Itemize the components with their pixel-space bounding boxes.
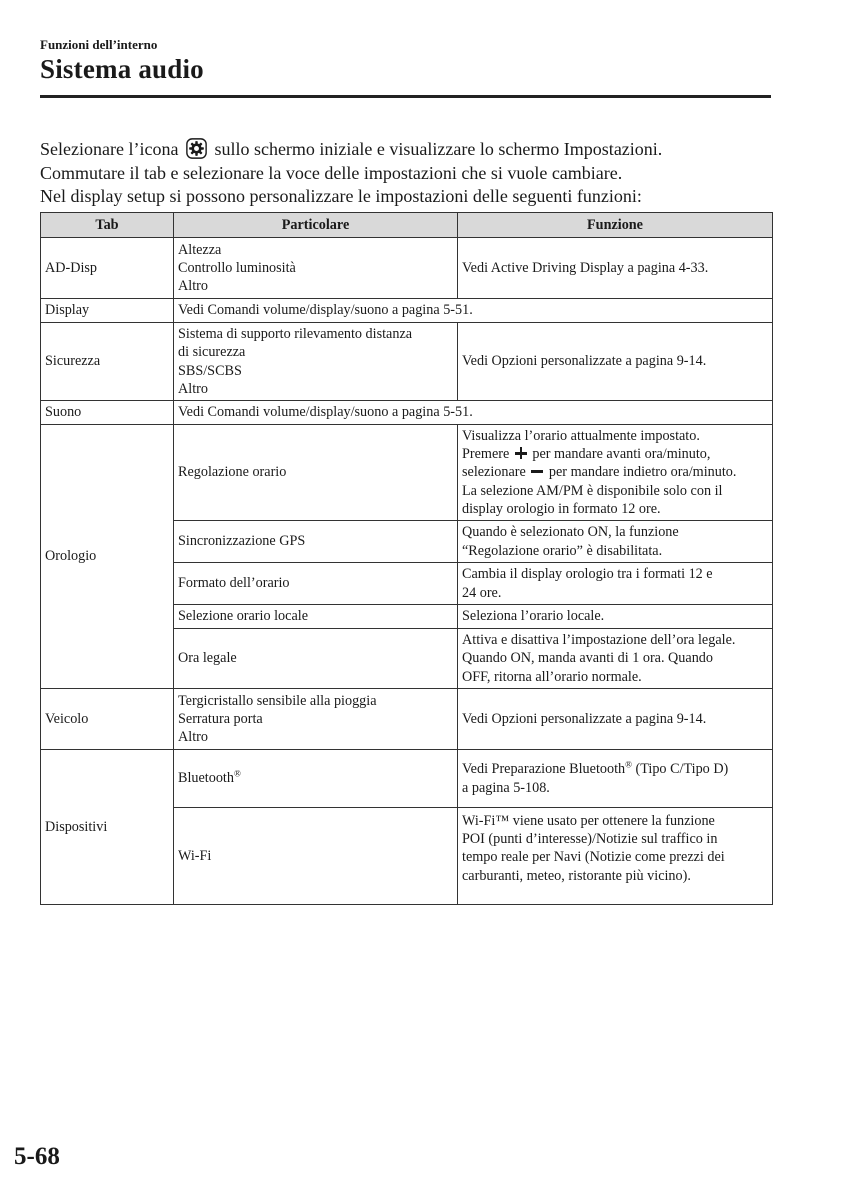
detail-cell: Sincronizzazione GPS [174, 521, 458, 563]
detail-item: Altro [178, 278, 208, 295]
function-text: (Tipo C/Tipo D) [631, 761, 729, 778]
detail-item: Altezza [178, 241, 222, 258]
detail-text: Bluetooth [178, 770, 234, 787]
column-header-detail: Particolare [174, 213, 458, 238]
function-cell: Vedi Active Driving Display a pagina 4-33. [458, 238, 773, 299]
detail-cell: Wi-Fi [174, 808, 458, 905]
function-line: La selezione AM/PM è disponibile solo con il [462, 482, 723, 499]
function-text: per mandare avanti ora/minuto, [532, 446, 711, 463]
function-line [462, 445, 768, 463]
column-header-function: Funzione [458, 213, 773, 238]
function-line: a pagina 5-108. [462, 779, 550, 796]
section-label: Funzioni dell’interno [40, 37, 158, 52]
function-text: Premere [462, 446, 510, 463]
settings-table [40, 212, 773, 905]
detail-cell [174, 323, 458, 401]
function-line: carburanti, meteo, ristorante più vicino). [462, 867, 691, 884]
table-row [41, 238, 773, 299]
function-line [462, 463, 768, 481]
settings-gear-icon [186, 138, 207, 159]
function-cell [458, 750, 773, 808]
table-header-row [41, 213, 773, 238]
table-row [41, 750, 773, 808]
function-cell [458, 521, 773, 563]
table-row [41, 689, 773, 750]
function-line: Visualizza l’orario attualmente impostato. [462, 427, 700, 444]
detail-cell: Ora legale [174, 629, 458, 689]
function-line: Attiva e disattiva l’impostazione dell’ora legale. [462, 632, 736, 649]
title-divider [40, 95, 771, 98]
function-line: Quando è selezionato ON, la funzione [462, 524, 679, 541]
table-row [41, 425, 773, 521]
detail-item: Controllo luminosità [178, 259, 296, 276]
function-line: 24 ore. [462, 584, 502, 601]
tab-cell-suono: Suono [41, 401, 174, 425]
tab-cell-orologio: Orologio [41, 425, 174, 689]
detail-cell [174, 750, 458, 808]
detail-cell: Regolazione orario [174, 425, 458, 521]
tab-cell-dispositivi: Dispositivi [41, 750, 174, 905]
merged-cell: Vedi Comandi volume/display/suono a pagina 5-51. [174, 401, 773, 425]
detail-item: Sistema di supporto rilevamento distanza [178, 326, 413, 343]
detail-item: di sicurezza [178, 344, 246, 361]
table-row [41, 299, 773, 323]
function-line: Cambia il display orologio tra i formati 12 e [462, 566, 713, 583]
function-line: OFF, ritorna all’orario normale. [462, 668, 642, 685]
function-cell [458, 808, 773, 905]
function-cell: Vedi Opzioni personalizzate a pagina 9-14. [458, 323, 773, 401]
intro-line-1 [40, 138, 780, 162]
function-line: Quando ON, manda avanti di 1 ora. Quando [462, 650, 713, 667]
tab-cell-veicolo: Veicolo [41, 689, 174, 750]
column-header-tab: Tab [41, 213, 174, 238]
function-line: “Regolazione orario” è disabilitata. [462, 542, 663, 559]
detail-cell [174, 238, 458, 299]
tab-cell-display: Display [41, 299, 174, 323]
detail-item: Tergicristallo sensibile alla pioggia [178, 692, 377, 709]
table-row [41, 323, 773, 401]
function-text: per mandare indietro ora/minuto. [548, 464, 737, 481]
function-text: selezionare [462, 464, 526, 481]
detail-item: Serratura porta [178, 710, 263, 727]
function-line [462, 760, 768, 778]
plus-icon [515, 447, 527, 459]
registered-mark: ® [625, 759, 632, 770]
page-title: Sistema audio [40, 54, 204, 84]
tab-cell-sicurezza: Sicurezza [41, 323, 174, 401]
page-number: 5-68 [14, 1143, 60, 1170]
merged-cell: Vedi Comandi volume/display/suono a pagina 5-51. [174, 299, 773, 323]
detail-cell: Formato dell’orario [174, 563, 458, 605]
intro-line-1-start: Selezionare l’icona [40, 139, 179, 159]
function-cell: Vedi Opzioni personalizzate a pagina 9-14. [458, 689, 773, 750]
detail-cell: Selezione orario locale [174, 605, 458, 629]
function-line: POI (punti d’interesse)/Notizie sul traffico in [462, 831, 718, 848]
intro-line-3: Nel display setup si possono personalizzare le impostazioni delle seguenti funzioni: [40, 186, 642, 206]
intro-line-1-end: sullo schermo iniziale e visualizzare lo schermo Impostazioni. [214, 139, 663, 159]
function-cell [458, 629, 773, 689]
function-cell: Seleziona l’orario locale. [458, 605, 773, 629]
detail-item: SBS/SCBS [178, 362, 242, 379]
function-line: Wi-Fi™ viene usato per ottenere la funzione [462, 813, 715, 829]
function-line: tempo reale per Navi (Notizie come prezzi dei [462, 849, 725, 866]
table-row [41, 401, 773, 425]
detail-cell [174, 689, 458, 750]
intro-line-2: Commutare il tab e selezionare la voce delle impostazioni che si vuole cambiare. [40, 162, 623, 183]
minus-icon [531, 465, 543, 477]
intro-text [40, 138, 780, 209]
function-text: Vedi Preparazione Bluetooth [462, 761, 626, 778]
function-line: display orologio in formato 12 ore. [462, 500, 661, 517]
registered-mark: ® [233, 768, 241, 779]
function-cell [458, 563, 773, 605]
function-cell [458, 425, 773, 521]
detail-item: Altro [178, 380, 208, 397]
detail-item: Altro [178, 729, 208, 746]
tab-cell-ad-disp: AD-Disp [41, 238, 174, 299]
